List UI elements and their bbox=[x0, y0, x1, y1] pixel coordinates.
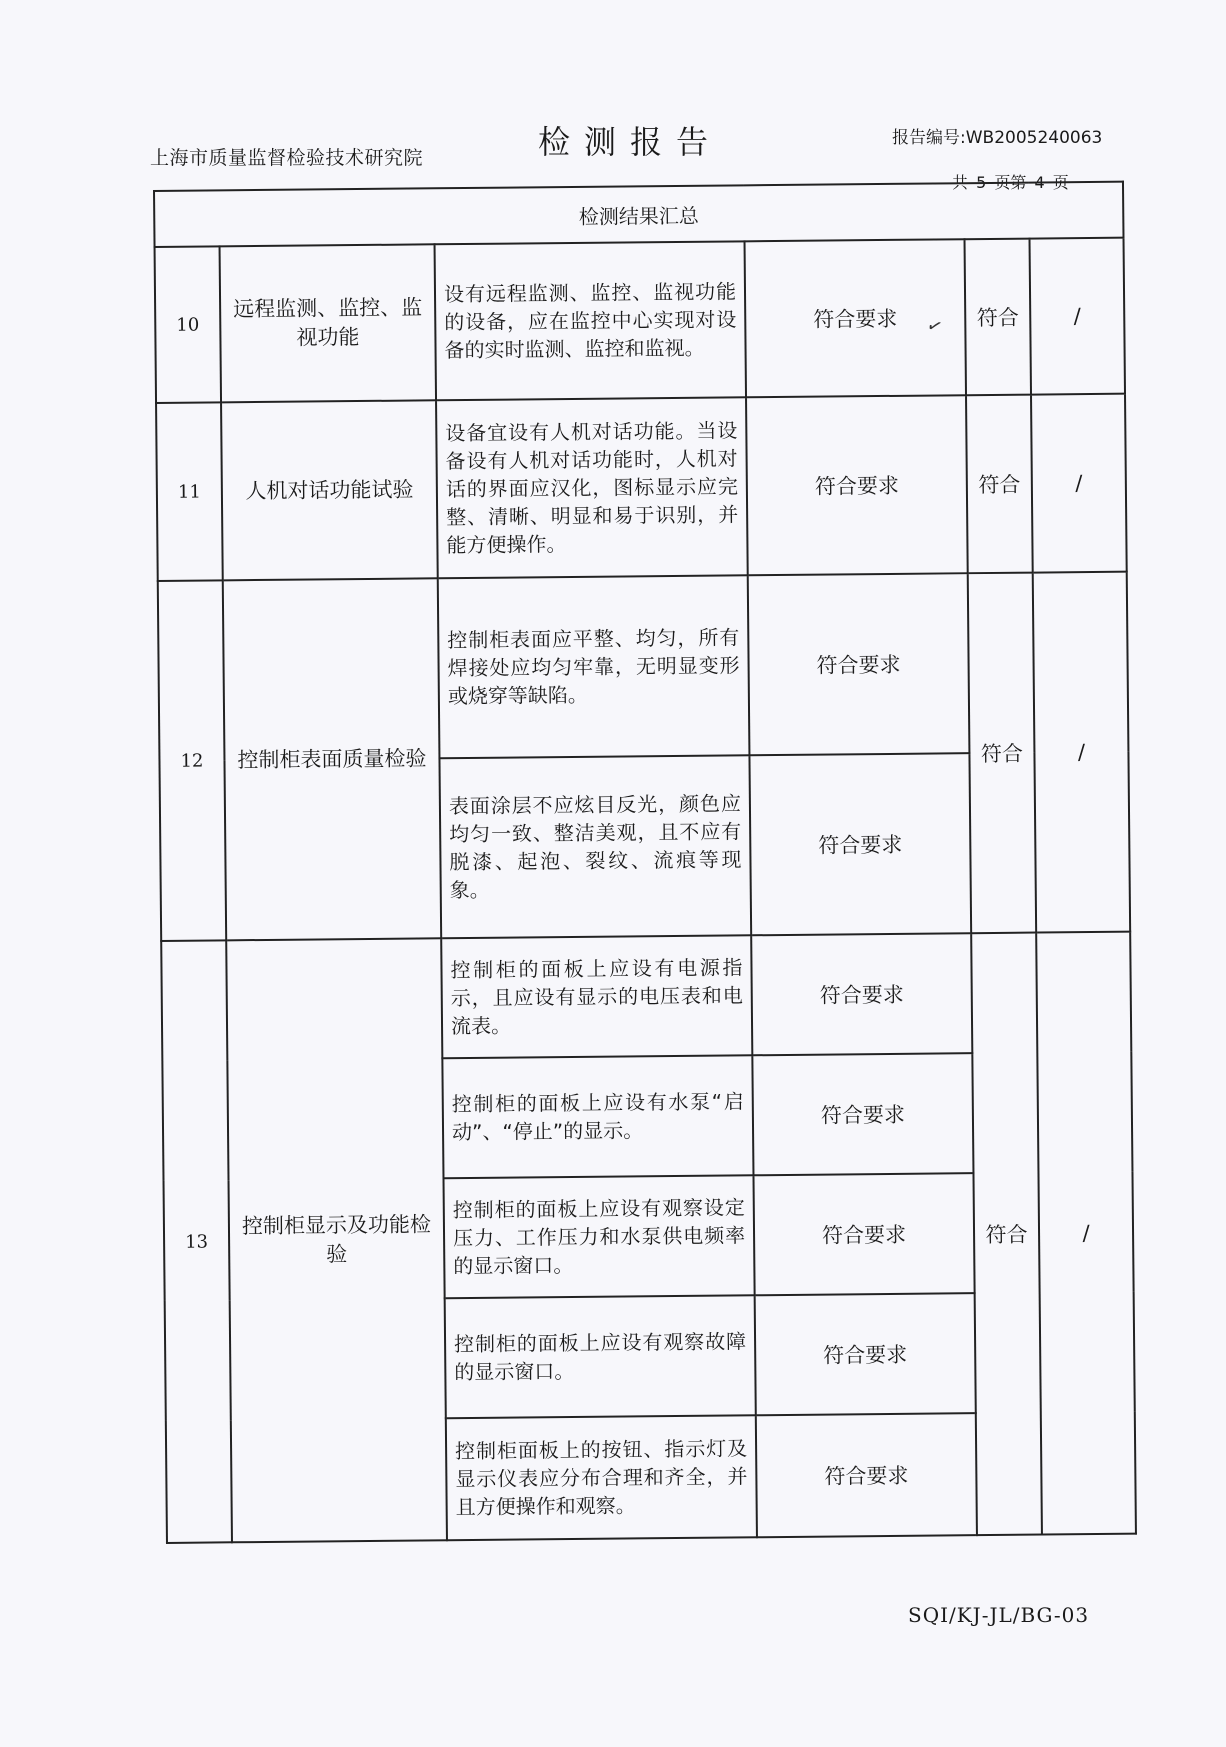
form-code: SQI/KJ-JL/BG-03 bbox=[908, 1603, 1090, 1627]
test-result: 符合要求 bbox=[746, 395, 968, 575]
inspection-item: 控制柜表面质量检验 bbox=[223, 578, 441, 940]
table-row bbox=[156, 394, 1127, 581]
test-result: 符合要求 bbox=[745, 239, 966, 397]
results-summary-table bbox=[153, 181, 1137, 1544]
test-result: 符合要求 bbox=[749, 753, 971, 935]
requirement-text: 控制柜的面板上应设有观察故障的显示窗口。 bbox=[445, 1295, 756, 1418]
check-mark-icon: ✓ bbox=[923, 314, 946, 339]
table-row bbox=[155, 238, 1125, 403]
requirement-text: 控制柜面板上的按钮、指示灯及显示仪表应分布合理和齐全，并且方便操作和观察。 bbox=[446, 1415, 757, 1540]
remark: / bbox=[1031, 394, 1127, 573]
requirement-text: 设有远程监测、监控、监视功能的设备，应在监控中心实现对设备的实时监测、监控和监视。 bbox=[435, 241, 746, 400]
requirement-text: 控制柜表面应平整、均匀，所有焊接处应均匀牢靠，无明显变形或烧穿等缺陷。 bbox=[438, 575, 750, 758]
row-number: 10 bbox=[155, 246, 221, 403]
page-title: 检测报告 bbox=[538, 123, 723, 161]
remark: / bbox=[1030, 238, 1126, 395]
requirement-text: 控制柜的面板上应设有电源指示，且应设有显示的电压表和电流表。 bbox=[441, 935, 752, 1058]
remark: / bbox=[1033, 572, 1130, 933]
page-count: 共 5 页第 4 页 bbox=[952, 173, 1069, 192]
conclusion: 符合 bbox=[965, 239, 1031, 396]
requirement-text: 设备宜设有人机对话功能。当设备设有人机对话功能时，人机对话的界面应汉化，图标显示应完整、清晰、明显和易于识别，并能方便操作。 bbox=[436, 397, 748, 578]
requirement-text: 控制柜的面板上应设有观察设定压力、工作压力和水泵供电频率的显示窗口。 bbox=[443, 1175, 754, 1298]
test-result: 符合要求 bbox=[751, 933, 972, 1055]
test-result: 符合要求 bbox=[748, 573, 970, 755]
row-number: 11 bbox=[156, 402, 223, 581]
conclusion: 符合 bbox=[968, 573, 1036, 934]
table-title-row bbox=[154, 182, 1124, 247]
conclusion: 符合 bbox=[971, 933, 1042, 1536]
test-result: 符合要求 bbox=[753, 1173, 974, 1295]
summary-title: 检测结果汇总 bbox=[154, 182, 1124, 247]
table-row bbox=[158, 572, 1129, 761]
remark: / bbox=[1036, 932, 1136, 1535]
test-result: 符合要求 bbox=[756, 1413, 977, 1537]
inspection-item: 控制柜显示及功能检验 bbox=[226, 938, 447, 1542]
table-row bbox=[161, 932, 1131, 1061]
test-result: 符合要求 bbox=[755, 1293, 976, 1415]
inspection-item: 人机对话功能试验 bbox=[221, 400, 438, 580]
row-number: 13 bbox=[161, 940, 232, 1543]
conclusion: 符合 bbox=[966, 395, 1033, 574]
test-result: 符合要求 bbox=[752, 1053, 973, 1175]
institute-name: 上海市质量监督检验技术研究院 bbox=[150, 147, 424, 169]
row-number: 12 bbox=[158, 580, 226, 941]
requirement-text: 控制柜的面板上应设有水泵“启动”、“停止”的显示。 bbox=[442, 1055, 753, 1178]
requirement-text: 表面涂层不应炫目反光，颜色应均匀一致、整洁美观，且不应有脱漆、起泡、裂纹、流痕等现象。 bbox=[439, 755, 751, 938]
inspection-item: 远程监测、监控、监视功能 bbox=[220, 244, 436, 402]
report-number: 报告编号:WB2005240063 bbox=[892, 128, 1103, 148]
